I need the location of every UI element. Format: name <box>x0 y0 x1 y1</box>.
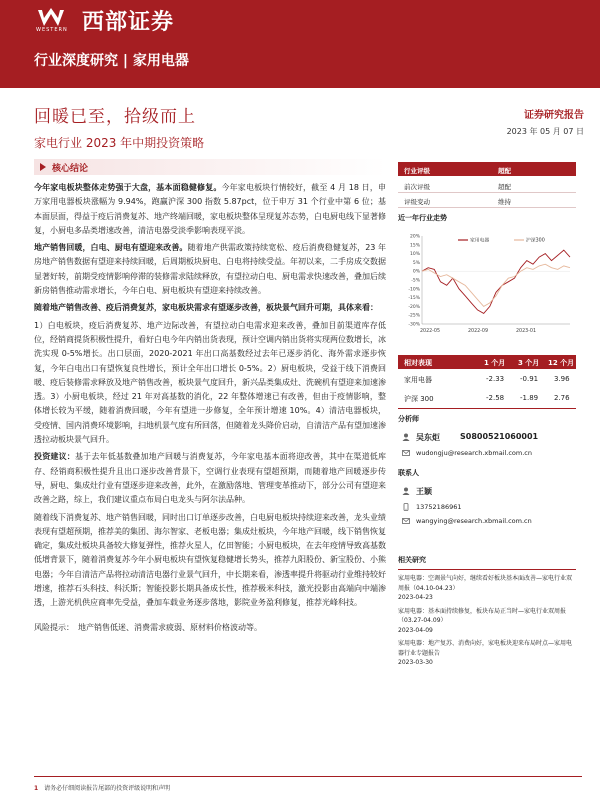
core-section-heading <box>34 159 386 175</box>
y-tick-label: -5% <box>411 278 420 284</box>
rating-row: 评级变动 维持 <box>398 193 576 208</box>
analyst-email-row <box>398 448 576 458</box>
logo-text: WESTERN <box>36 27 68 33</box>
x-tick-label: 2022-09 <box>467 329 489 334</box>
rating-row: 前次评级 超配 <box>398 178 576 193</box>
related-item[interactable]: 家用电器：基本面持续修复，板块布局正当时—家电行业双周报（03.27-04.09） 2023-04-09 <box>398 607 567 634</box>
related-item[interactable]: 家用电器：地产复苏、消费向好，家电板块迎来布局时点—家用电器行业专题报告 2023-03-30 <box>398 640 573 666</box>
performance-header: 相对表现 1 个月 3 个月 12 个月 <box>398 355 576 369</box>
y-tick-label: -10% <box>408 287 420 293</box>
trend-chart-svg <box>398 228 576 340</box>
report-subtitle: 家电行业 2023 年中期投资策略 <box>34 136 205 150</box>
phone-icon <box>402 503 410 511</box>
report-header <box>0 0 600 88</box>
analyst-row <box>398 430 576 444</box>
y-tick-label: -25% <box>408 313 420 319</box>
report-title: 回暖已至，拾级而上 <box>34 107 196 127</box>
person-icon <box>402 487 410 495</box>
analyst-title: 分析师 <box>398 415 419 423</box>
core-body <box>34 181 386 635</box>
contact-phone: 13752186961 <box>416 503 462 511</box>
related-item[interactable]: 家用电器：空调景气向好，继续看好板块基本面改善—家电行业双周报（04.10-04.23） 2023-04-23 <box>398 575 573 601</box>
related-list <box>398 574 576 668</box>
x-tick-label: 2022-05 <box>419 329 441 334</box>
company-name: 西部证券 <box>82 10 175 35</box>
report-type: 行业深度研究 | 家用电器 <box>34 53 189 69</box>
paragraph: 1）白电板块，疫后消费复苏、地产边际改善，有望拉动白电需求迎来改善，叠加目前渠道库存低位，经销商提货积极性提升，看好白电今年内销出货表现，预计空调内销出货将实现两位数增长，冰洗实现 0-5%增长。出口层面，2020-2021 年出口高基数经过去年已逐步消化、海外需求逐步恢复，今年白电出口有望恢复良性增长，预计全年出口增长 0-5%。2）厨电板块，受益于线下消费回暖、疫后装修需求释放及地产销售改善，板块景气度回升，新兴品类集成灶、洗碗机有望迎来加速渗透。3）小厨电板块，经过 21 年对高基数的消化，22 年整体增速已有改善，但由于疫情影响，整体增长较为平缓，随着消费回暖，今年有望进一步修复，全年预计增速 10%。4）清洁电器板块，受疫情、国内消费环境影响，扫地机景气度有所回落，但随着龙头降价启动，自清洁产品有望加速渗透拉动板块景气回升。 <box>34 320 386 445</box>
y-tick-label: 20% <box>409 234 420 240</box>
report-label: 证券研究报告 <box>524 110 584 121</box>
triangle-icon <box>40 163 46 171</box>
divider <box>398 408 576 409</box>
series-line <box>422 264 570 306</box>
series-line <box>422 250 570 313</box>
contact-name: 王颖 <box>416 487 432 496</box>
legend-label: 家用电器 <box>470 238 490 244</box>
contact-email-row <box>398 516 576 526</box>
paragraph: 随着地产销售改善、疫后消费复苏，家电板块需求有望逐步改善，板块景气回升可期，具体来看： <box>34 303 378 313</box>
y-tick-label: 15% <box>409 243 420 249</box>
y-tick-label: 10% <box>409 252 420 258</box>
x-tick-label: 2023-01 <box>515 329 537 334</box>
paragraph: 随着线下消费复苏、地产销售回暖，同时出口订单逐步改善，白电厨电板块持续迎来改善，龙头业绩表现有望超预期，推荐美的集团、海尔智家、老板电器；集成灶板块，今年地产回暖，线下销售恢复确定，集成灶板块具备较大修复弹性，推荐火星人，亿田智能；小厨电板块，在去年疫情导致高基数低增背景下，随着消费复苏今年小厨电板块有望恢复稳健增长势头，推荐九阳股份、新宝股份、小熊电器；今年自清洁产品将拉动清洁电器行业景气回升，中长期来看，渗透率提升将驱动行业维持较好增速，推荐石头科技、科沃斯；智能投影长期具备成长性，推荐极米科技，激光投影由高端向中端渗透，上游光机供应商率先受益，叠加车载业务逐步落地，影院业务盈利修复，推荐光峰科技。 <box>34 512 386 608</box>
risk-warning: 风险提示： 地产销售低迷、消费需求疲弱、原材料价格波动等。 <box>34 622 262 632</box>
footer-divider <box>34 776 582 777</box>
analyst-email[interactable]: wudongju@research.xbmail.com.cn <box>416 449 533 457</box>
performance-row: 沪深 300 -2.58 -1.89 2.76 <box>404 394 570 403</box>
email-icon <box>402 449 410 457</box>
paragraph: 投资建议：基于去年低基数叠加地产回暖与消费复苏，今年家电基本面将迎改善，其中在渠道低库存、经销商积极性提升且出口逐步改善背景下，空调行业表现有望超预期，而随着地产回暖逐步传导，厨电、集成灶行业有望逐步迎来改善，此外，在激励落地、管理变革推动下，部分公司有望迎来改善之路，综上，我们建议重点布局白电龙头与阿尔法品种。 <box>34 452 386 505</box>
chart-title: 近一年行业走势 <box>398 214 447 222</box>
western-logo-icon <box>36 8 66 28</box>
contact-title: 联系人 <box>398 469 419 477</box>
analyst-name: 吴东炬 <box>416 433 440 442</box>
y-tick-label: -20% <box>408 304 420 310</box>
rating-label: 行业评级 <box>404 167 430 175</box>
contact-phone-row <box>398 502 576 512</box>
contact-row <box>398 484 576 498</box>
footer <box>34 783 170 792</box>
analyst-cert: S0800521060001 <box>460 432 539 441</box>
person-icon <box>402 433 410 441</box>
paragraph: 今年家电板块整体走势强于大盘，基本面稳健修复。今年家电板块行情较好，截至 4 月 18 日，申万家用电器板块涨幅为 9.94%，跑赢沪深 300 指数 5.87pct，位于申万 31 个行业中第 6 位；基本面层面，得益于疫后消费复苏、地产终端回暖，家电板块整体呈现复苏态势，白电厨电线下显著修复，小厨电多品类增速改善，清洁电器受淡季影响表现平淡。 <box>34 183 386 235</box>
page-number: 1 <box>34 785 39 792</box>
trend-chart <box>398 228 576 340</box>
y-tick-label: 0% <box>412 269 420 275</box>
related-title: 相关研究 <box>398 555 576 570</box>
y-tick-label: -30% <box>408 322 420 328</box>
report-date: 2023 年 05 月 07 日 <box>506 127 584 136</box>
core-heading-text: 核心结论 <box>52 164 89 174</box>
performance-row: 家用电器 -2.33 -0.91 3.96 <box>404 375 570 384</box>
legend-label: 沪深300 <box>526 238 545 244</box>
contact-email[interactable]: wangying@research.xbmail.com.cn <box>416 517 532 525</box>
rating-header <box>398 162 576 176</box>
paragraph: 地产销售回暖，白电、厨电有望迎来改善。随着地产供需政策持续宽松、疫后消费稳健复苏，23 年房地产销售数据有望迎来持续回暖，后周期板块厨电、白电将持续受益。年初以来，二手房成交数据显著好转，前期受疫情影响停滞的装修需求陆续释放，有望拉动白电、厨电需求快速改善，叠加后续新房销售推动需求增长，今年白电、厨电板块有望迎来持续改善。 <box>34 243 386 296</box>
y-tick-label: -15% <box>408 296 420 302</box>
footer-disclaimer: 请务必仔细阅读报告尾部的投资评级说明和声明 <box>44 785 171 792</box>
y-tick-label: 5% <box>412 260 420 266</box>
email-icon <box>402 517 410 525</box>
rating-value: 超配 <box>498 167 511 175</box>
